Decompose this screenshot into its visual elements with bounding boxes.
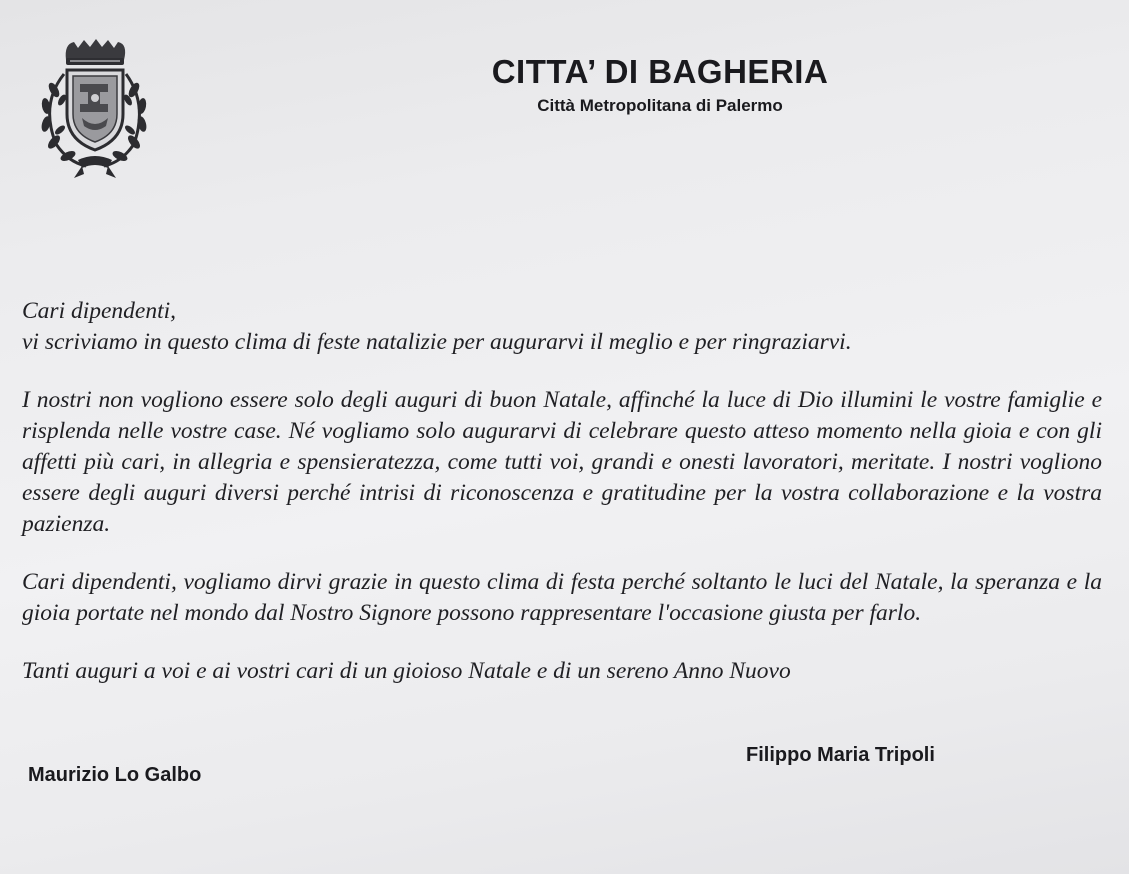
letter-paragraph-1: I nostri non vogliono essere solo degli auguri di buon Natale, affinché la luce di Dio illumini le vostre famiglie e risplenda nelle vostre case. Né vogliamo solo augurarvi di celebrare questo atteso momento nella gioia e con gli affetti più cari, in allegria e spensieratezza, come tutti voi, grandi e onesti lavoratori, meritate. I nostri vogliono essere degli auguri diversi perché intrisi di riconoscenza e gratitudine per la vostra collaborazione e la vostra pazienza. xyxy=(22,387,1102,537)
city-name: CITTA’ DI BAGHERIA xyxy=(491,53,829,90)
municipal-coat-of-arms-icon xyxy=(34,34,152,180)
letter-paragraph-2: Cari dipendenti, vogliamo dirvi grazie in questo clima di festa perché soltanto le luci del Natale, la speranza e la gioia portate nel mondo dal Nostro Signore possono rappresentare l'occasione giusta per farlo. xyxy=(22,569,1102,626)
signature-right: Filippo Maria Tripoli xyxy=(746,744,935,766)
letter-intro: vi scriviamo in questo clima di feste natalizie per augurarvi il meglio e per ringraziarvi. xyxy=(22,329,852,355)
letter-closing: Tanti auguri a voi e ai vostri cari di un gioioso Natale e di un sereno Anno Nuovo xyxy=(22,658,791,684)
letterhead xyxy=(440,52,880,116)
letter-greeting: Cari dipendenti, xyxy=(22,298,177,324)
signature-left: Maurizio Lo Galbo xyxy=(28,764,202,786)
letter-body xyxy=(22,296,1102,687)
city-subtitle: Città Metropolitana di Palermo xyxy=(537,96,783,115)
